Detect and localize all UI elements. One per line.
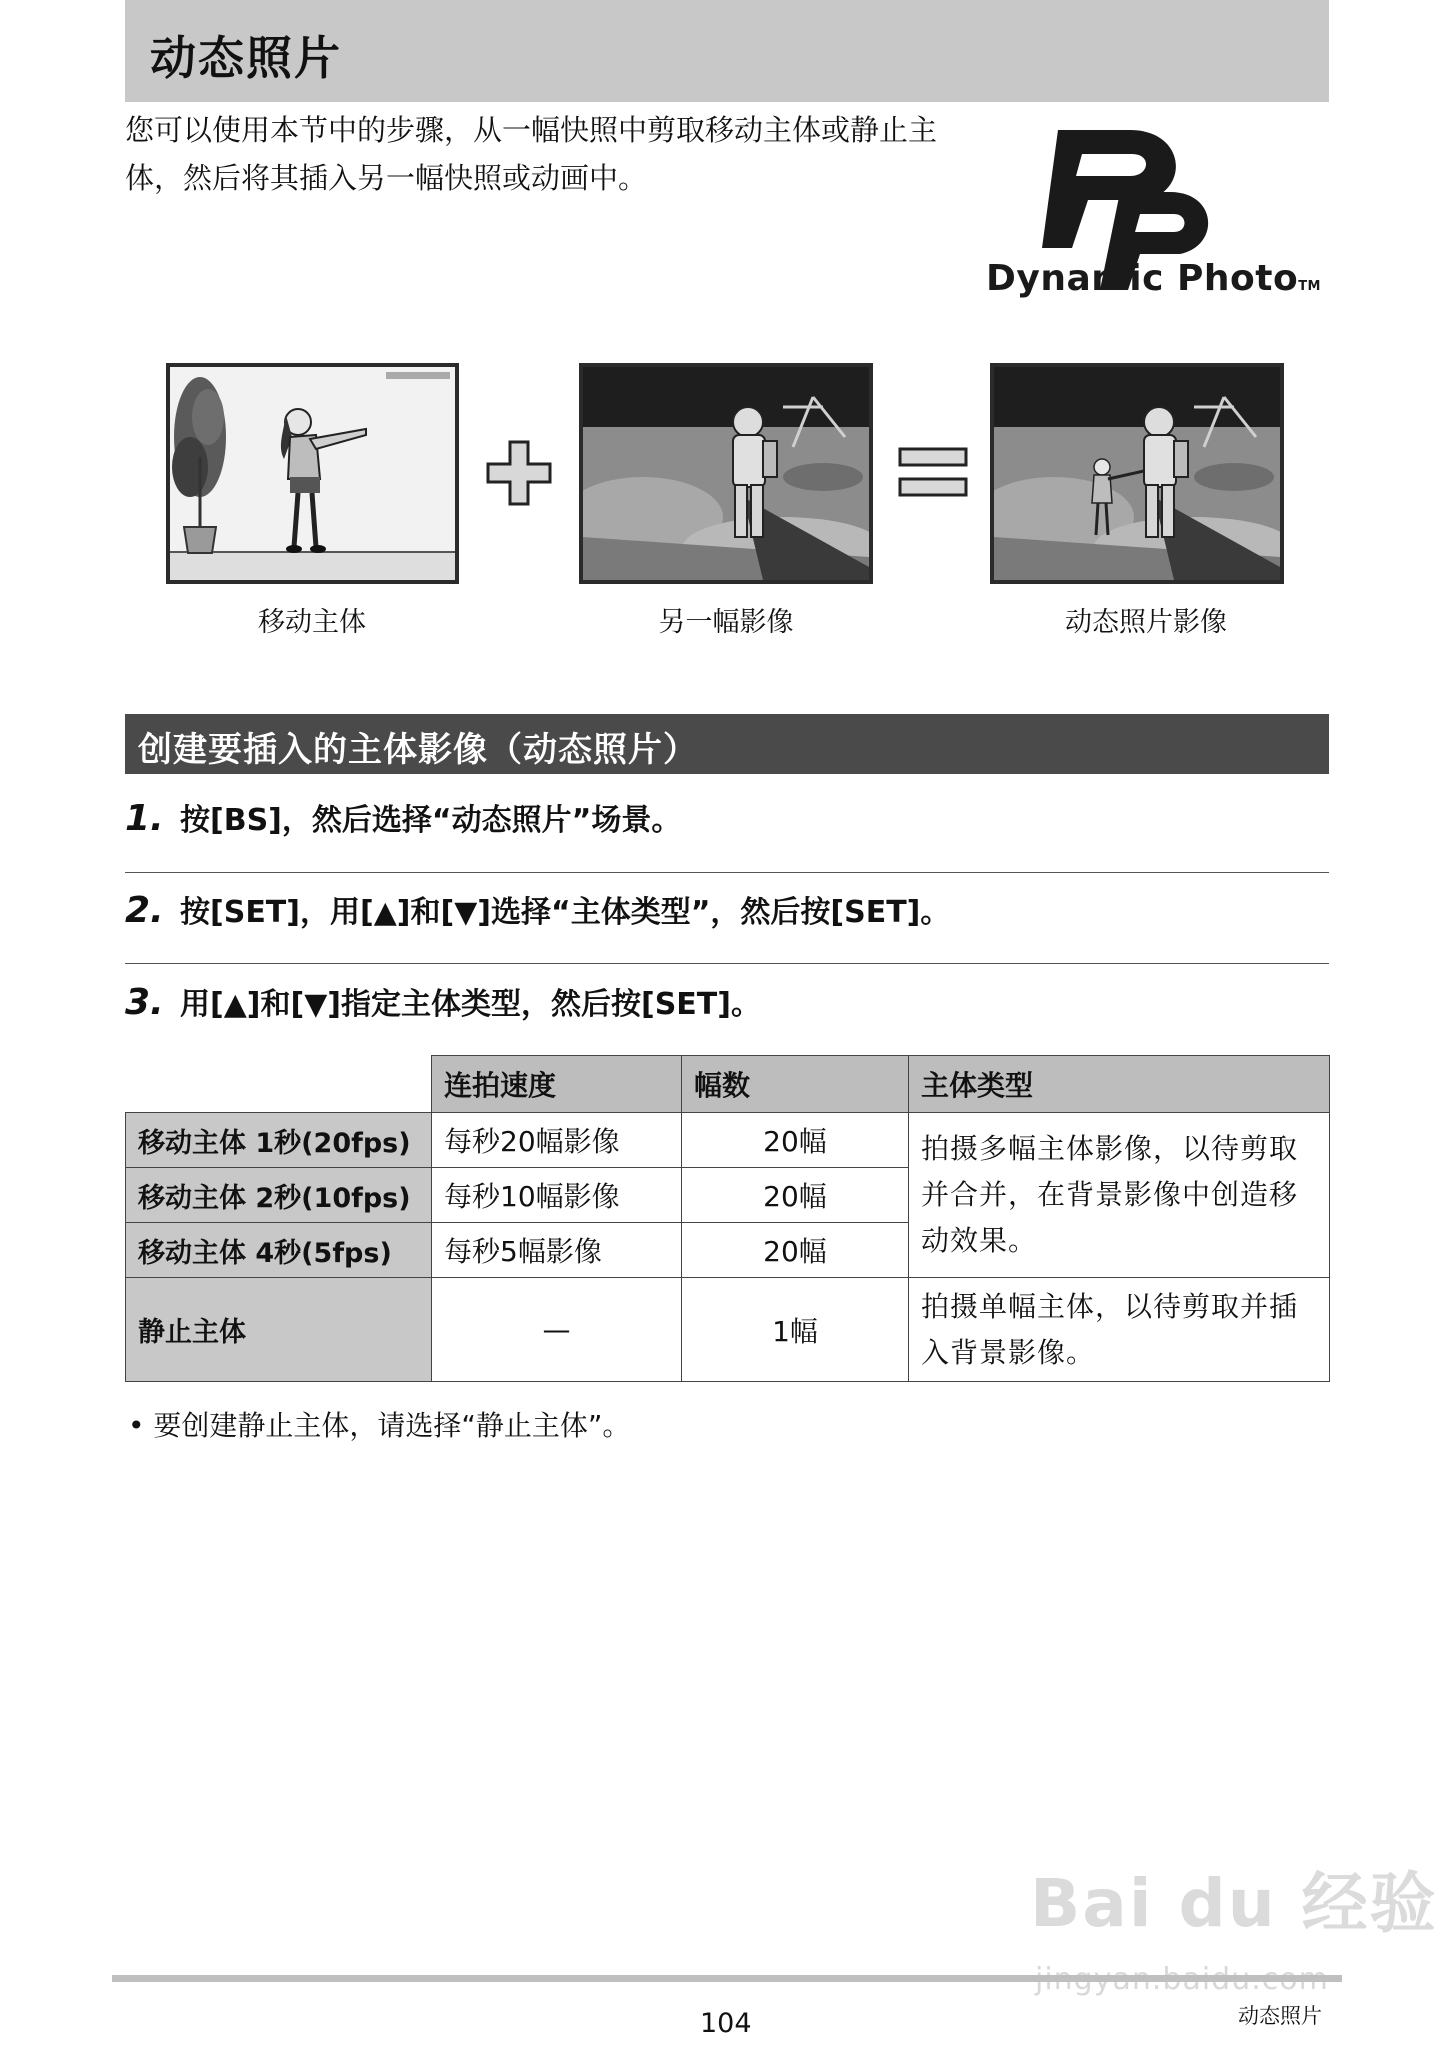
cell-count: 20幅 — [682, 1168, 909, 1223]
cell-count: 20幅 — [682, 1113, 909, 1168]
page-number: 104 — [700, 2008, 752, 2039]
cell-speed: 每秒10幅影像 — [432, 1168, 682, 1223]
step-text: 按[SET]，用[▲]和[▼]选择“主体类型”，然后按[SET]。 — [180, 895, 951, 930]
row-label: 移动主体 1秒(20fps) — [126, 1113, 432, 1168]
divider — [125, 963, 1329, 964]
cell-speed: 每秒20幅影像 — [432, 1113, 682, 1168]
watermark-brand: Bai du 经验 — [1030, 1865, 1438, 1942]
step-number: 2. — [125, 890, 164, 931]
cell-desc-moving: 拍摄多幅主体影像，以待剪取并合并，在背景影像中创造移动效果。 — [909, 1113, 1330, 1278]
cell-speed: — — [432, 1278, 682, 1382]
table-header-row — [126, 1056, 1330, 1113]
intro-paragraph: 您可以使用本节中的步骤，从一幅快照中剪取移动主体或静止主体，然后将其插入另一幅快照或动画中。 — [125, 113, 938, 195]
equals-icon — [898, 447, 968, 499]
table-row — [126, 1113, 1330, 1168]
table-corner — [126, 1056, 432, 1113]
caption-moving-subject: 移动主体 — [258, 607, 366, 638]
note: • 要创建静止主体，请选择“静止主体”。 — [128, 1409, 631, 1442]
trademark-mark: TM — [1298, 279, 1321, 294]
footer-label: 动态照片 — [1238, 2004, 1322, 2028]
step-number: 1. — [125, 798, 164, 839]
table-row — [126, 1278, 1330, 1382]
cell-desc-still: 拍摄单幅主体，以待剪取并插入背景影像。 — [909, 1278, 1330, 1382]
page-title: 动态照片 — [150, 31, 342, 85]
step-text: 用[▲]和[▼]指定主体类型，然后按[SET]。 — [180, 987, 761, 1022]
step-number: 3. — [125, 982, 164, 1023]
another-image — [579, 363, 873, 584]
step-1 — [125, 795, 681, 839]
row-label: 移动主体 4秒(5fps) — [126, 1223, 432, 1278]
header-type: 主体类型 — [909, 1056, 1330, 1113]
logo-text: Dynamic Photo — [986, 258, 1299, 299]
cell-speed: 每秒5幅影像 — [432, 1223, 682, 1278]
row-label: 移动主体 2秒(10fps) — [126, 1168, 432, 1223]
step-2 — [125, 887, 950, 931]
subject-type-table — [125, 1055, 1330, 1382]
divider — [125, 872, 1329, 873]
caption-dynamic-photo-image: 动态照片影像 — [1065, 607, 1227, 638]
logo-wordmark — [986, 258, 1321, 299]
row-label: 静止主体 — [126, 1278, 432, 1382]
header-speed: 连拍速度 — [432, 1056, 682, 1113]
footer-rule — [112, 1975, 1342, 1982]
cell-count: 20幅 — [682, 1223, 909, 1278]
moving-subject-image — [166, 363, 459, 584]
header-count: 幅数 — [682, 1056, 909, 1113]
step-text: 按[BS]，然后选择“动态照片”场景。 — [180, 803, 682, 838]
cell-count: 1幅 — [682, 1278, 909, 1382]
caption-another-image: 另一幅影像 — [658, 607, 794, 638]
section-title: 创建要插入的主体影像（动态照片） — [138, 730, 698, 770]
step-3 — [125, 979, 761, 1023]
plus-icon — [486, 440, 552, 506]
dynamic-photo-image — [990, 363, 1284, 584]
